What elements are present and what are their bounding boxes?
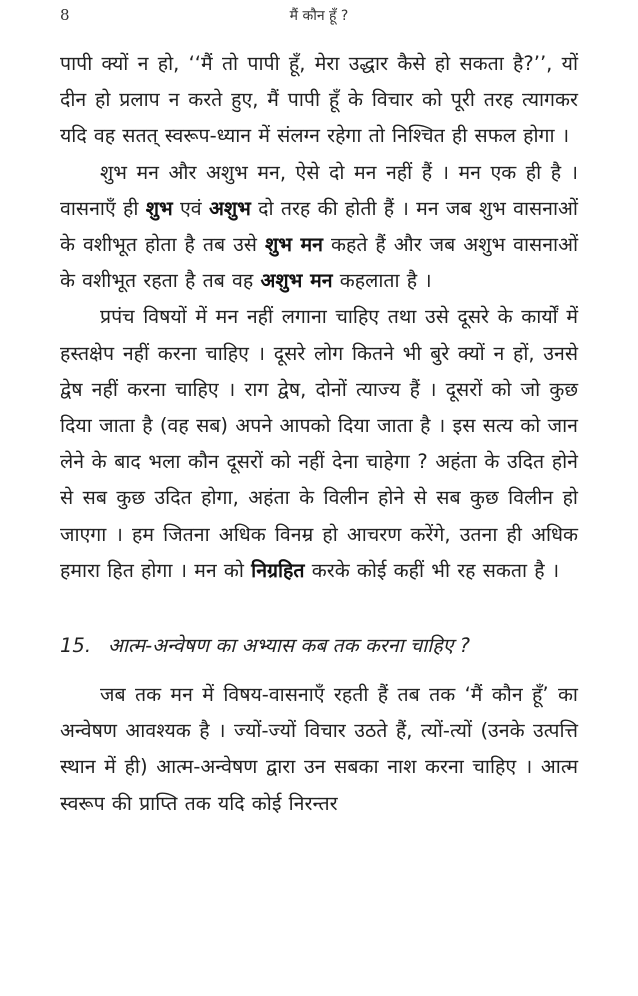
paragraph-2-text-1: शुभ मन और अशुभ मन, ऐसे दो मन नहीं हैं । मन एक ही है । वासनाएँ ही (60, 160, 578, 220)
bold-term-shubh: शुभ (145, 196, 173, 220)
paragraph-2-text-3: दो तरह की होती हैं । मन जब शुभ वासनाओं के वशीभूत होता है तब उसे (60, 196, 578, 257)
paragraph-2 (60, 155, 578, 300)
running-title: मैं कौन हूँ ? (289, 8, 349, 24)
paragraph-1: पापी क्यों न हो, ‘‘मैं तो पापी हूँ, मेरा उद्धार कैसे हो सकता है?’’, यों दीन हो प्रलाप न करते हुए, मैं पापी हूँ के विचार को पूरी तरह त्यागकर यदि वह सतत् स्वरूप-ध्यान में संलग्न रहेगा तो निश्चित ही सफल होगा । (60, 52, 578, 148)
paragraph-2-text-4: कहते हैं और जब अशुभ वासनाओं के वशीभूत रहता है तब वह (60, 233, 579, 293)
section-heading-15 (60, 629, 578, 663)
paragraph-2-text-2: एवं (172, 196, 209, 220)
page-body (60, 46, 578, 822)
page-number: 8 (60, 6, 70, 24)
paragraph-2-text-5: कहलाता है । (332, 269, 432, 293)
paragraph-3 (60, 299, 578, 589)
bold-term-ashubh-man: अशुभ मन (260, 269, 333, 293)
page-header (60, 6, 578, 30)
bold-term-ashubh: अशुभ (208, 196, 251, 220)
bold-term-nigrahit: निग्रहित (251, 558, 305, 582)
paragraph-3-text-1: प्रपंच विषयों में मन नहीं लगाना चाहिए तथा उसे दूसरे के कार्यों में हस्तक्षेप नहीं करना चाहिए । दूसरे लोग कितने भी बुरे क्यों न हों, उनसे द्वेष नहीं करना चाहिए । राग द्वेष, दोनों त्याज्य हैं । दूसरों को जो कुछ दिया जाता है (वह सब) अपने आपको दिया जाता है । इस सत्य को जान लेने के बाद भला कौन दूसरों को नहीं देना चाहेगा ? अहंता के उदित होने से सब कुछ उदित होगा, अहंता के विलीन होने से सब कुछ विलीन हो जाएगा । हम जितना अधिक विनम्र हो आचरण करेंगे, उतना ही अधिक हमारा हित होगा । मन को (60, 305, 578, 582)
paragraph-3-text-2: करके कोई कहीं भी रह सकता है । (304, 558, 560, 582)
paragraph-4: जब तक मन में विषय-वासनाएँ रहती हैं तब तक ‘मैं कौन हूँ’ का अन्वेषण आवश्यक है । ज्यों-ज्यों विचार उठते हैं, त्यों-त्यों (उनके उत्पत्ति स्थान में ही) आत्म-अन्वेषण द्वारा उन सबका नाश करना चाहिए । आत्म स्वरूप की प्राप्ति तक यदि कोई निरन्तर (60, 683, 578, 815)
bold-term-shubh-man: शुभ मन (264, 233, 323, 257)
section-title: आत्म-अन्वेषण का अभ्यास कब तक करना चाहिए ? (108, 634, 471, 658)
section-number: 15. (60, 634, 92, 658)
